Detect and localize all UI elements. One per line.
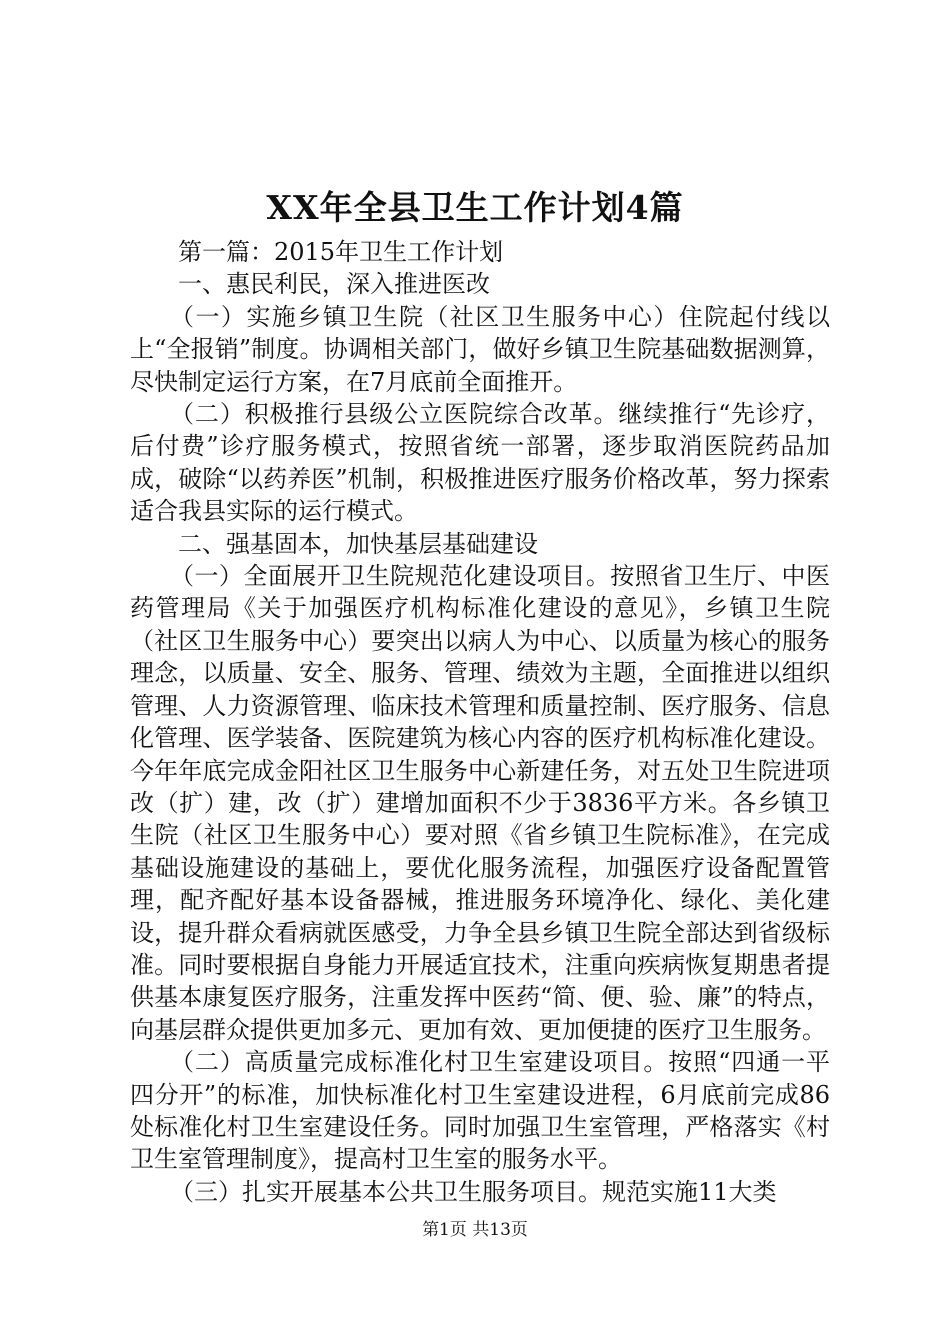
paragraph: （三）扎实开展基本公共卫生服务项目。规范实施11大类 — [170, 1177, 777, 1206]
paragraph: （二）高质量完成标准化村卫生室建设项目。按照“四通一平四分开”的标准，加快标准化村卫生室建设进程，6月底前完成86处标准化村卫生室建设任务。同时加强卫生室管理，严格落实《村卫生室管理制度》，提高村卫生室的服务水平。 — [130, 1048, 830, 1174]
document-title: XX年全县卫生工作计划4篇 — [266, 188, 684, 227]
paragraph: （一）全面展开卫生院规范化建设项目。按照省卫生厅、中医药管理局《关于加强医疗机构标准化建设的意见》，乡镇卫生院（社区卫生服务中心）要突出以病人为中心、以质量为核心的服务理念，以质量、安全、服务、管理、绩效为主题，全面推进以组织管理、人力资源管理、临床技术管理和质量控制、医疗服务、信息化管理、医学装备、医院建筑为核心内容的医疗机构标准化建设。今年年底完成金阳社区卫生服务中心新建任务，对五处卫生院进项改（扩）建，改（扩）建增加面积不少于3836平方米。各乡镇卫生院（社区卫生服务中心）要对照《省乡镇卫生院标准》，在完成基础设施建设的基础上，要优化服务流程，加强医疗设备配置管理，配齐配好基本设备器械，推进服务环境净化、绿化、美化建设，提升群众看病就医感受，力争全县乡镇卫生院全部达到省级标准。同时要根据自身能力开展适宜技术，注重向疾病恢复期患者提供基本康复医疗服务，注重发挥中医药“简、便、验、廉”的特点，向基层群众提供更加多元、更加有效、更加便捷的医疗卫生服务。 — [130, 562, 830, 1044]
section-heading: 一、惠民利民，深入推进医改 — [178, 270, 490, 299]
page-footer: 第1页 共13页 — [422, 1220, 528, 1240]
section-heading: 二、强基固本，加快基层基础建设 — [178, 529, 538, 558]
paragraph: （二）积极推行县级公立医院综合改革。继续推行“先诊疗，后付费”诊疗服务模式，按照省统一部署，逐步取消医院药品加成，破除“以药养医”机制，积极推进医疗服务价格改革，努力探索适合我县实际的运行模式。 — [130, 400, 830, 526]
paragraph: （一）实施乡镇卫生院（社区卫生服务中心）住院起付线以上“全报销”制度。协调相关部门，做好乡镇卫生院基础数据测算，尽快制定运行方案，在7月底前全面推开。 — [130, 302, 830, 396]
chapter-heading: 第一篇：2015年卫生工作计划 — [178, 238, 504, 266]
document-body — [130, 236, 830, 1208]
